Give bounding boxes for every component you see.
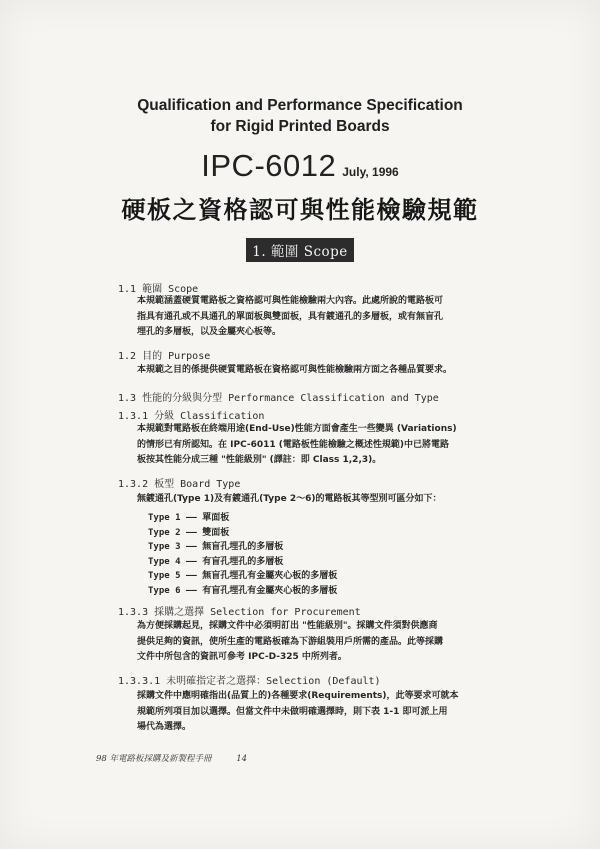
board-type-dash: —— [185, 527, 197, 538]
board-type-desc: 單面板 [202, 513, 230, 523]
heading-1-3-2: 1.3.2 板型 Board Type [118, 479, 241, 490]
board-type-desc: 有盲孔埋孔的多層板 [202, 556, 284, 567]
paragraph-line: 埋孔的多層板，以及金屬夾心板等。 [137, 327, 282, 337]
board-type-dash: —— [185, 585, 197, 596]
board-type-name: Type 4 [148, 556, 181, 567]
paragraph-line: 指具有通孔或不具通孔的單面板與雙面板，具有鍍通孔的多層板，或有無盲孔 [137, 311, 444, 322]
heading-1-3-3-1: 1.3.3.1 未明確指定者之選擇：Selection (Default) [118, 676, 381, 687]
paragraph-line: 規範所列項目加以選擇。但當文件中未做明確選擇時，則下表 1-1 即可派上用 [137, 706, 448, 717]
paragraph-line: 本規範涵蓋硬質電路板之資格認可與性能檢驗兩大內容。此處所說的電路板可 [137, 296, 444, 306]
chinese-title: 硬板之資格認可與性能檢驗規範 [121, 196, 479, 224]
board-type-desc: 無盲孔埋孔有金屬夾心板的多層板 [202, 571, 338, 581]
paragraph-line: 採購文件中應明確指出(品質上的)各種要求(Requirements)，此等要求可就本 [137, 691, 459, 701]
page-number: 14 [236, 754, 248, 764]
board-type-dash: —— [185, 513, 197, 523]
board-type-item [148, 583, 337, 598]
paragraph-1-2 [137, 363, 452, 379]
document-date: July, 1996 [342, 165, 399, 179]
english-title-line-1: Qualification and Performance Specification [137, 97, 463, 114]
footer-publication: 98 年電路板採購及新製程手冊 [96, 754, 212, 764]
paragraph-line: 本規範對電路板在終端用途(End-Use)性能方面會產生一些變異 (Variations) [137, 424, 457, 434]
paragraph-line: 文件中所包含的資訊可參考 IPC-D-325 中所列者。 [137, 652, 347, 662]
heading-1-3-3: 1.3.3 採購之選擇 Selection for Procurement [118, 607, 361, 618]
board-type-list [148, 510, 337, 597]
paragraph-1-3-2-intro [137, 492, 441, 508]
document-code-line [0, 148, 600, 184]
board-type-desc: 雙面板 [202, 527, 230, 538]
board-type-desc: 有盲孔埋孔有金屬夾心板的多層板 [202, 585, 338, 596]
english-title-line-2: for Rigid Printed Boards [210, 118, 390, 135]
board-type-dash: —— [185, 571, 197, 581]
footer [96, 752, 247, 764]
heading-1-3: 1.3 性能的分級與分型 Performance Classification and Type [118, 393, 439, 404]
section-banner-wrap [0, 238, 600, 262]
paragraph-line: 無鍍通孔(Type 1)及有鍍通孔(Type 2～6)的電路板其等型別可區分如下： [137, 494, 442, 504]
paragraph-line: 本規範之目的係提供硬質電路板在資格認可與性能檢驗兩方面之各種品質要求。 [137, 365, 453, 375]
board-type-item [148, 568, 337, 583]
paragraph-line: 的情形已有所認知。在 IPC-6011 (電路板性能檢驗之概述性規範)中已將電路 [137, 439, 450, 450]
paragraph-1-3-3-1 [137, 689, 459, 736]
heading-1-2: 1.2 目的 Purpose [118, 351, 211, 362]
document-code: IPC-6012 [201, 148, 337, 183]
board-type-name: Type 1 [148, 513, 181, 523]
board-type-dash: —— [185, 556, 197, 567]
paragraph-line: 板按其性能分成三種 "性能級別" (譯註：即 Class 1,2,3)。 [137, 455, 382, 465]
board-type-name: Type 3 [148, 542, 181, 552]
board-type-item [148, 554, 337, 569]
section-1-banner: 1. 範圍 Scope [246, 238, 354, 262]
board-type-item [148, 539, 337, 554]
board-type-name: Type 5 [148, 571, 181, 581]
board-type-item [148, 525, 337, 540]
board-type-dash: —— [185, 542, 197, 552]
heading-1-1: 1.1 範圍 Scope [118, 284, 199, 295]
board-type-name: Type 6 [148, 585, 181, 596]
heading-1-3-1: 1.3.1 分級 Classification [118, 411, 265, 422]
paragraph-1-1 [137, 294, 443, 341]
paragraph-line: 為方便採購起見，採購文件中必須明訂出 "性能級別"。採購文件須對供應商 [137, 621, 438, 631]
paragraph-1-3-3 [137, 619, 443, 666]
board-type-item [148, 510, 337, 525]
paragraph-1-3-1 [137, 422, 457, 469]
paragraph-line: 場代為選擇。 [137, 722, 192, 732]
board-type-desc: 無盲孔埋孔的多層板 [202, 542, 284, 552]
board-type-name: Type 2 [148, 527, 181, 538]
paragraph-line: 提供足夠的資訊，使所生產的電路板確為下游組裝用戶所需的產品。此等採購 [137, 636, 444, 647]
